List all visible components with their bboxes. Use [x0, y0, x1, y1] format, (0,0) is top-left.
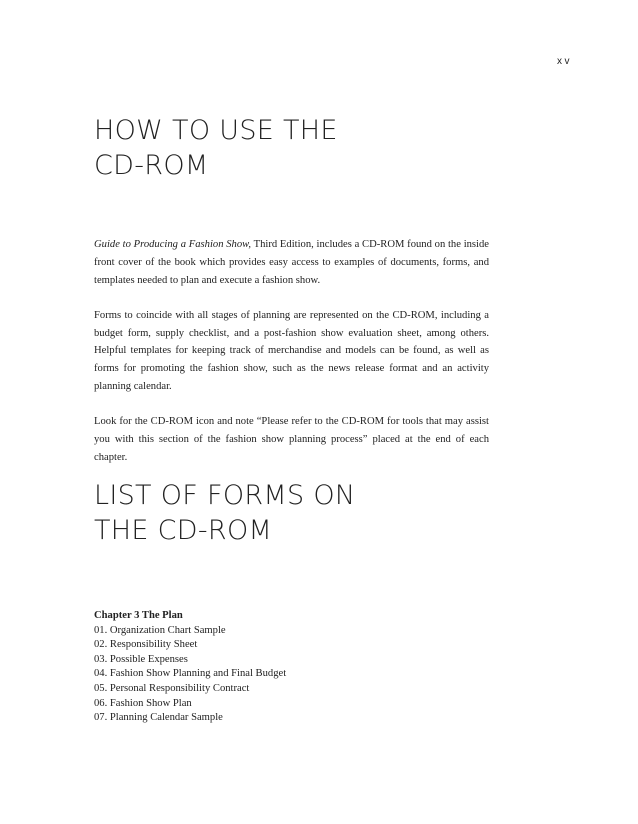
list-item: 07. Planning Calendar Sample — [94, 712, 223, 724]
paragraph: Forms to coincide with all stages of planning are represented on the CD-ROM, including a budget form, supply checklist, and a post-fashion show evaluation sheet, among others. Helpful templates for keeping track of merchandise and models can be found, as well as forms for promoting the fashion show, such as the news release format and an activity planning calendar. — [94, 309, 489, 393]
list-item: 01. Organization Chart Sample — [94, 624, 226, 636]
chapter-heading: Chapter 3 The Plan — [94, 610, 183, 621]
title-line: CD-ROM — [94, 150, 209, 181]
section-title-list-of-forms — [94, 478, 355, 548]
title-line: THE CD-ROM — [94, 515, 273, 546]
paragraph-text: Third Edition, includes a CD-ROM found on the inside front cover of the book which provides easy access to examples of documents, forms, and templates needed to plan and execute a fashion show. — [94, 239, 489, 286]
list-item: 02. Responsibility Sheet — [94, 639, 198, 651]
paragraph: Look for the CD-ROM icon and note “Please refer to the CD-ROM for tools that may assist you with this section of the fashion show planning process” placed at the end of each chapter. — [94, 416, 489, 463]
page-number: xv — [557, 56, 572, 67]
forms-list — [94, 609, 286, 726]
title-line: LIST OF FORMS ON — [94, 480, 356, 511]
list-item: 03. Possible Expenses — [94, 653, 188, 665]
list-item: 05. Personal Responsibility Contract — [94, 682, 250, 694]
section-title-how-to-use — [94, 113, 338, 183]
book-title-italic: Guide to Producing a Fashion Show, — [94, 239, 252, 250]
list-item: 04. Fashion Show Planning and Final Budget — [94, 668, 287, 680]
forms-items — [94, 624, 286, 726]
paragraph — [94, 236, 489, 289]
list-item: 06. Fashion Show Plan — [94, 697, 192, 709]
intro-body — [94, 236, 489, 484]
title-line: HOW TO USE THE — [94, 115, 338, 146]
